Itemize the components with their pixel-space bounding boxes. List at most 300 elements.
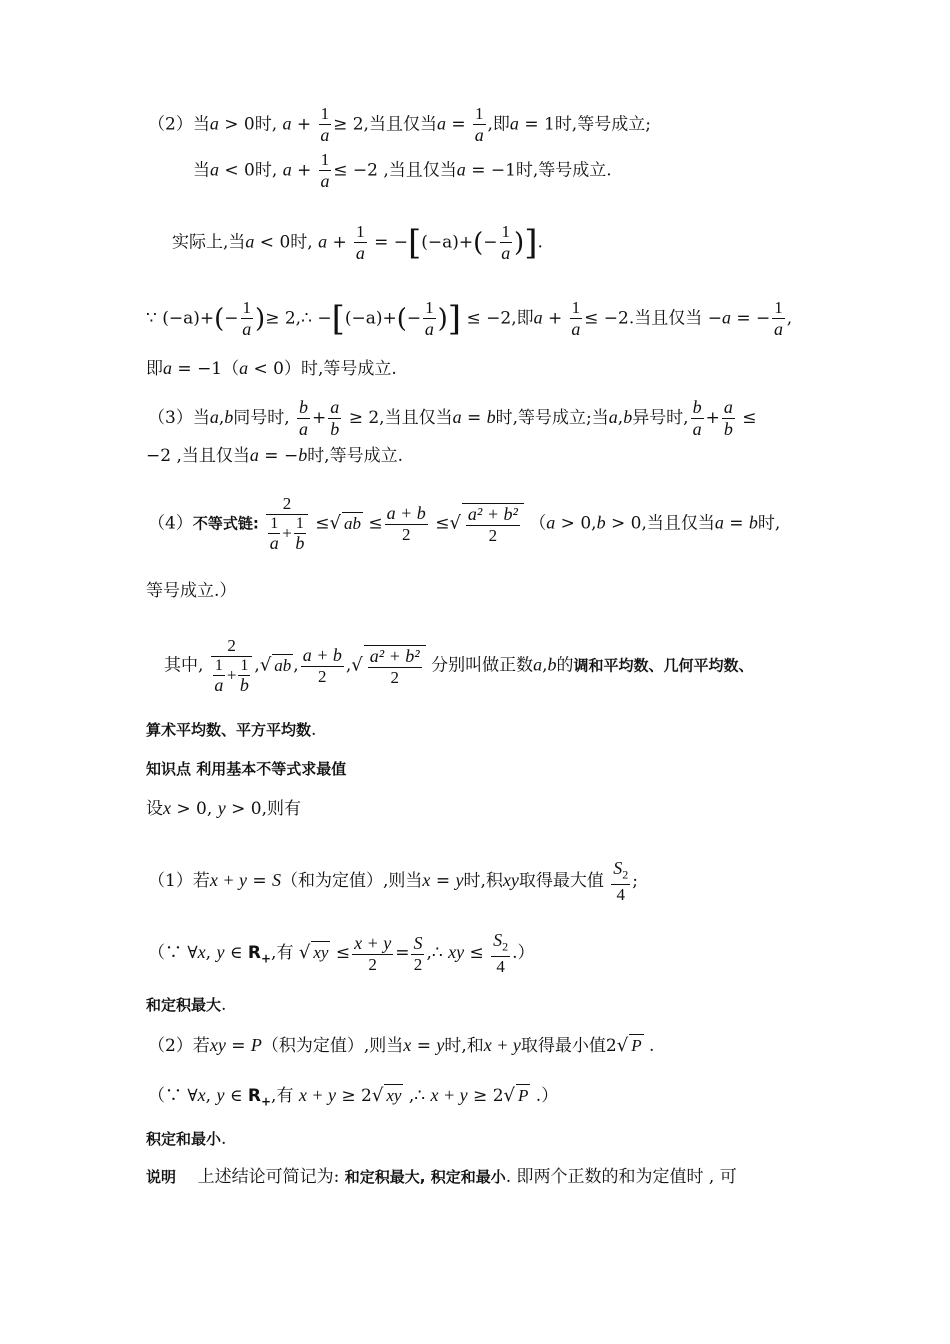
- text: ,: [218, 408, 225, 428]
- text: ）时,等号成立.: [284, 359, 397, 379]
- text: ,: [408, 1086, 415, 1106]
- var-xy: xy: [502, 870, 519, 891]
- var-a: a: [509, 113, 519, 134]
- text: （和为定值）,则当: [281, 871, 423, 892]
- expr: x + y: [483, 1035, 521, 1055]
- text: ≥ 2: [333, 114, 364, 135]
- text: ,: [426, 943, 432, 964]
- text: ∈: [229, 1086, 243, 1106]
- text: 的: [556, 655, 574, 676]
- text: 时,等号成立;: [554, 114, 651, 135]
- den: 2: [413, 954, 423, 974]
- text: ,有: [271, 943, 294, 964]
- text: （2）当: [148, 114, 210, 135]
- text: ,则有: [261, 799, 301, 819]
- var-a: a: [714, 512, 724, 533]
- sqrt-xy: xy: [386, 1086, 402, 1105]
- var-x: x: [163, 798, 171, 818]
- var-y: y: [216, 942, 225, 963]
- text: ,: [591, 513, 597, 534]
- text: ;: [632, 871, 639, 892]
- text: ,: [786, 308, 793, 329]
- text: (−a): [421, 232, 459, 253]
- op: +: [382, 308, 397, 329]
- text: （1）若: [148, 871, 210, 892]
- radical: √: [503, 1085, 515, 1106]
- var-xy: xy: [209, 1035, 226, 1055]
- text: 和定积最大: [146, 996, 222, 1014]
- subscript: +: [260, 951, 272, 966]
- text: 时,积: [463, 871, 503, 892]
- line-proof-sum: [148, 930, 535, 977]
- text: 时,: [254, 114, 278, 135]
- line-case-sum-fixed: [148, 858, 638, 905]
- op: =: [471, 160, 486, 181]
- den: a: [320, 171, 330, 191]
- harmonic-mean-fraction: [266, 494, 308, 554]
- line-ie-a-neg1: [146, 357, 397, 380]
- text: . 即两个正数的和为定值时 , 可: [505, 1167, 737, 1187]
- den: a: [242, 319, 252, 339]
- op: =: [466, 408, 482, 428]
- sqrt-ab: ab: [343, 513, 361, 533]
- fraction-1-over-a: [319, 150, 332, 192]
- op: +: [297, 160, 312, 181]
- op: +: [226, 665, 237, 685]
- text: ≤: [335, 943, 351, 964]
- text: −2: [146, 446, 172, 466]
- text: < 0: [254, 232, 291, 253]
- text: 取得最大值: [518, 871, 604, 892]
- num: 1: [501, 222, 511, 241]
- radical: √: [298, 942, 311, 964]
- text: （2）若: [148, 1036, 210, 1056]
- num: S: [493, 930, 503, 950]
- text: ≤: [435, 513, 450, 534]
- text: ≤: [315, 513, 330, 534]
- text: ∴: [414, 1086, 426, 1106]
- line-case3: [148, 397, 757, 440]
- bracket: ]: [524, 223, 538, 263]
- text: 时,: [254, 160, 278, 181]
- fraction-a-over-b: [722, 397, 735, 440]
- text: 知识点 利用基本不等式求最值: [146, 760, 347, 778]
- var-a: a: [210, 159, 219, 180]
- line-proof-prod: [148, 1084, 558, 1112]
- arith-mean-fraction: [385, 503, 428, 545]
- den: a: [269, 533, 279, 553]
- text: ≤: [469, 943, 484, 964]
- op: =: [231, 1036, 246, 1056]
- num: 1: [356, 222, 365, 241]
- op: =: [252, 871, 267, 892]
- text: ∴: [301, 308, 312, 329]
- harmonic-mean-fraction: [211, 636, 253, 696]
- paren: (: [396, 304, 407, 334]
- text: ,当且仅当: [176, 446, 250, 466]
- num: a + b: [302, 645, 342, 665]
- var-a: a: [436, 113, 446, 134]
- text: ≤ −2: [333, 160, 378, 181]
- line-sum-fixed-prod-max: [146, 994, 226, 1016]
- text: ≤: [742, 408, 757, 428]
- den: b: [295, 533, 305, 553]
- var-a: a: [456, 159, 466, 180]
- den: a: [355, 243, 365, 263]
- paren: ): [514, 228, 525, 258]
- text: ,: [205, 1086, 212, 1106]
- den: 2: [401, 525, 411, 544]
- line-let: [146, 797, 301, 820]
- text: 上述结论可简记为:: [197, 1167, 340, 1187]
- var-y: y: [216, 1085, 225, 1105]
- num: 2: [266, 494, 308, 515]
- text: 时,: [757, 513, 781, 534]
- den: 2: [368, 954, 377, 974]
- sqrt-quadratic-mean: [462, 503, 524, 546]
- op: +: [332, 232, 347, 253]
- text: 同号时,: [233, 408, 290, 428]
- bracket: ]: [447, 299, 462, 339]
- text: .: [537, 232, 543, 253]
- var-b: b: [224, 407, 234, 427]
- num: 1: [571, 298, 581, 317]
- var-xy: xy: [448, 942, 465, 963]
- var-a: a: [209, 407, 219, 427]
- op: +: [282, 523, 292, 543]
- var-a: a: [721, 307, 731, 328]
- num: a: [723, 397, 733, 417]
- den: 4: [616, 885, 626, 905]
- var-b: b: [547, 654, 557, 675]
- op: −: [393, 232, 408, 253]
- num: b: [692, 397, 702, 417]
- text: ≥: [473, 1086, 488, 1106]
- den: 2: [488, 525, 498, 545]
- op: =: [736, 308, 751, 329]
- text: 和定积最大, 积定和最小: [344, 1168, 506, 1186]
- op: −: [406, 308, 422, 329]
- num: b: [299, 397, 309, 417]
- text: .: [648, 1036, 655, 1056]
- fraction-S-over-2: [411, 933, 424, 975]
- num: 2: [211, 636, 253, 657]
- paren: (: [473, 228, 484, 258]
- line-means2: [146, 719, 316, 741]
- num: a: [330, 397, 340, 417]
- text: ,即: [487, 114, 510, 135]
- var-a: a: [282, 113, 292, 134]
- radical: √: [371, 1085, 384, 1106]
- den: b: [330, 419, 340, 439]
- den: a: [692, 419, 702, 439]
- text: ,: [542, 655, 548, 676]
- line-prod-fixed-sum-min: [146, 1128, 226, 1150]
- text: ≤ −2: [466, 308, 512, 329]
- fraction-a-over-b: [328, 397, 341, 440]
- var-a: a: [209, 113, 219, 134]
- text: 即: [146, 359, 163, 379]
- text: ,: [206, 799, 213, 819]
- expr: x + y: [430, 1085, 468, 1105]
- paren: ): [437, 304, 448, 334]
- num: 1: [320, 104, 330, 123]
- fraction-S2-over-4: [491, 930, 510, 977]
- subscript: +: [260, 1094, 272, 1109]
- text: ,当且仅当: [379, 408, 453, 428]
- var-b: b: [486, 407, 496, 427]
- reals-symbol: R: [247, 943, 261, 964]
- text: 实际上,当: [172, 232, 246, 253]
- sqrt-ab: ab: [274, 655, 292, 675]
- radical: √: [449, 512, 461, 534]
- var-a: a: [249, 445, 259, 465]
- text: 设: [146, 799, 163, 819]
- line-among: [164, 636, 754, 696]
- text: 2: [361, 1086, 372, 1106]
- text: 异号时,: [632, 408, 689, 428]
- note-label: 说明: [146, 1168, 177, 1186]
- op: =: [524, 114, 539, 135]
- var-S: S: [272, 870, 282, 891]
- op: +: [458, 232, 474, 253]
- var-y: y: [436, 1035, 445, 1055]
- text: 时,等号成立;当: [495, 408, 609, 428]
- var-x: x: [403, 1035, 412, 1055]
- text: −1: [197, 359, 223, 379]
- num: 1: [295, 515, 304, 532]
- op: +: [312, 408, 327, 428]
- op: =: [435, 871, 451, 892]
- op: −: [707, 308, 722, 329]
- text: （4）: [148, 513, 193, 534]
- var-y: y: [455, 870, 464, 891]
- den: a: [320, 125, 330, 145]
- fraction-1-over-a: [473, 104, 486, 146]
- sqrt-P: P: [631, 1036, 642, 1055]
- text: ≤ −2: [584, 308, 629, 329]
- text: > 0: [225, 799, 262, 819]
- num: a² + b²: [369, 645, 420, 666]
- text: > 0: [555, 513, 592, 534]
- text: （: [529, 513, 547, 534]
- var-b: b: [298, 445, 308, 465]
- text: 时,等号成立.: [515, 160, 612, 181]
- text: （∵ ∀: [148, 943, 198, 964]
- text: （3）当: [148, 408, 210, 428]
- var-a: a: [533, 307, 543, 328]
- text: ,即: [511, 308, 534, 329]
- text: ,: [205, 943, 212, 964]
- op: +: [705, 408, 720, 428]
- bracket: [: [331, 299, 345, 339]
- fraction-b-over-a: [297, 397, 310, 440]
- var-P: P: [250, 1035, 262, 1055]
- text: 分别叫做正数: [431, 655, 534, 676]
- var-x: x: [422, 870, 431, 891]
- text: < 0: [219, 160, 255, 181]
- expr: x + y: [209, 870, 247, 891]
- num: 1: [242, 298, 252, 317]
- op: =: [395, 943, 410, 964]
- line-case3-cont: [146, 444, 403, 467]
- text: ,: [617, 408, 624, 428]
- den: b: [239, 675, 249, 695]
- text: > 0: [218, 114, 255, 135]
- den: a: [501, 243, 511, 263]
- text: −1: [490, 160, 516, 181]
- var-a: a: [245, 231, 255, 252]
- reals-symbol: R: [247, 1086, 261, 1106]
- text: 时,等号成立.: [307, 446, 403, 466]
- num: 1: [214, 657, 223, 674]
- den: 4: [496, 957, 505, 977]
- text: （: [222, 359, 240, 379]
- paren: (: [214, 304, 225, 334]
- line-case2-positive: [148, 104, 651, 146]
- fraction-1-over-a: [500, 222, 513, 264]
- op: =: [374, 232, 389, 253]
- fraction-1-over-a: [319, 104, 332, 146]
- fraction-xplusy-over-2: [352, 933, 393, 975]
- op: −: [224, 308, 239, 329]
- num: S: [413, 932, 423, 953]
- op: −: [756, 308, 771, 329]
- den: a: [474, 125, 484, 145]
- op: =: [729, 513, 744, 534]
- num: S: [613, 858, 623, 878]
- op: −: [283, 446, 299, 466]
- text: .: [221, 995, 227, 1015]
- line-case4-chain: [148, 494, 780, 554]
- text: ,当且仅当: [641, 513, 715, 534]
- var-a: a: [163, 358, 172, 378]
- num: 1: [240, 657, 249, 674]
- text: 其中,: [164, 655, 204, 676]
- text: ≤: [368, 513, 383, 534]
- text: (−a): [344, 308, 383, 329]
- text: ,: [295, 308, 302, 329]
- radical: √: [259, 654, 272, 676]
- den: a: [774, 319, 783, 339]
- fraction-1-over-a: [241, 298, 254, 340]
- den: 2: [390, 667, 399, 687]
- text: > 0: [605, 513, 642, 534]
- radical: √: [351, 654, 363, 676]
- num: 1: [320, 150, 330, 169]
- text: （∵ ∀: [148, 1086, 198, 1106]
- den: a: [571, 319, 581, 339]
- text: ≥ 2: [348, 408, 380, 428]
- expr: x + y: [298, 1085, 336, 1105]
- var-b: b: [596, 512, 606, 533]
- var-a: a: [452, 407, 462, 427]
- fraction-1-over-a: [772, 298, 785, 340]
- num: 1: [774, 298, 783, 317]
- text: 算术平均数、平方平均数: [146, 721, 312, 739]
- section-heading-knowledge-point: [146, 758, 346, 780]
- var-a: a: [282, 159, 292, 180]
- text: 2: [605, 1036, 617, 1056]
- exp: 2: [622, 867, 629, 882]
- num: x + y: [354, 932, 392, 953]
- op: −: [317, 308, 332, 329]
- text: 时,和: [444, 1036, 484, 1056]
- fraction-1-over-a: [570, 298, 583, 340]
- num: 1: [475, 104, 484, 123]
- exp: 2: [502, 939, 509, 954]
- line-case2-negative: [193, 150, 612, 192]
- text: ,当且仅当: [363, 114, 437, 135]
- num: a + b: [386, 503, 426, 523]
- op: =: [177, 359, 192, 379]
- text: .: [221, 1129, 227, 1149]
- text: 等号成立.）: [146, 581, 237, 601]
- op: +: [296, 114, 312, 135]
- fraction-1-over-a: [354, 222, 367, 264]
- text: 不等式链:: [192, 514, 259, 533]
- text: ,有: [271, 1086, 294, 1106]
- text: 调和平均数、几何平均数、: [573, 656, 754, 675]
- op: =: [416, 1036, 431, 1056]
- text: 1: [543, 114, 555, 135]
- text: .当且仅当: [628, 308, 703, 329]
- text: .）: [535, 1086, 559, 1106]
- text: ∵: [146, 308, 157, 329]
- var-a: a: [318, 231, 328, 252]
- text: ∴: [431, 943, 443, 964]
- text: 2: [492, 1086, 504, 1106]
- text: ≥: [341, 1086, 356, 1106]
- text: ≥ 2: [265, 308, 296, 329]
- paren: ): [255, 304, 266, 334]
- op: +: [548, 308, 563, 329]
- text: ,当且仅当: [383, 160, 457, 181]
- sqrt-quadratic-mean: [364, 645, 426, 688]
- num: 1: [425, 298, 434, 317]
- num: a² + b²: [467, 503, 518, 524]
- text: < 0: [248, 359, 284, 379]
- var-b: b: [748, 512, 758, 533]
- line-since: [146, 298, 792, 340]
- var-a: a: [533, 654, 543, 675]
- radical: √: [616, 1035, 629, 1056]
- text: > 0: [171, 799, 207, 819]
- var-a: a: [608, 407, 618, 427]
- fraction-b-over-a: [691, 397, 704, 440]
- fraction-1-over-a: [423, 298, 436, 340]
- op: −: [483, 232, 498, 253]
- text: ,: [293, 655, 299, 676]
- text: ∈: [229, 943, 243, 964]
- num: 1: [270, 515, 279, 532]
- den: a: [424, 319, 434, 339]
- op: =: [264, 446, 279, 466]
- den: a: [299, 419, 309, 439]
- sqrt-xy: xy: [313, 943, 329, 963]
- den: 2: [318, 667, 327, 686]
- text: 时,: [290, 232, 313, 253]
- den: b: [723, 419, 733, 439]
- var-a: a: [239, 358, 249, 378]
- line-eq-holds: [146, 580, 236, 602]
- op: =: [451, 114, 466, 135]
- radical: √: [329, 512, 341, 534]
- text: （积为定值）,则当: [261, 1036, 404, 1056]
- op: +: [199, 308, 215, 329]
- var-x: x: [197, 1085, 206, 1105]
- text: ,: [254, 655, 260, 676]
